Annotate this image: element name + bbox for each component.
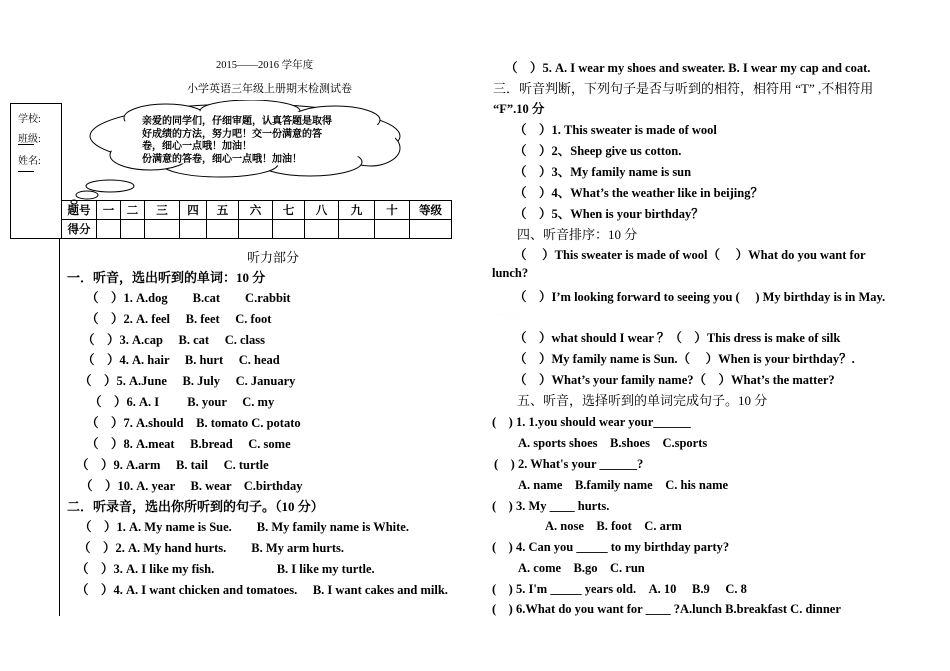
s4-line: （ ）I’m looking forward to seeing you ( ) My birthday is in May. (514, 290, 886, 304)
s5-options: A. come B.go C. run (518, 561, 645, 575)
s2-item: （ ）1. A. My name is Sue. B. My family name is White. (79, 520, 409, 534)
score-cell[interactable] (305, 220, 339, 239)
score-cell[interactable] (180, 220, 207, 239)
score-header-cell: 一 (97, 201, 121, 220)
s4-line-cont: lunch? (492, 266, 529, 280)
score-header-cell: 七 (273, 201, 305, 220)
s3-item: （ ）1. This sweater is made of wool (514, 123, 717, 137)
faint-marks: · · · · · · (495, 311, 518, 319)
s1-item: （ ）4. A. hair B. hurt C. head (82, 353, 280, 367)
score-header-cell: 等级 (410, 201, 452, 220)
s5-question: ( ) 6.What do you want for ____ ?A.lunch B.breakfast C. dinner (492, 602, 841, 616)
s4-line: （ ）This sweater is made of wool（ ）What do you want for (514, 248, 866, 262)
score-cell[interactable] (339, 220, 375, 239)
s1-item: （ ）10. A. year B. wear C.birthday (80, 479, 303, 493)
encouragement-text (142, 116, 342, 154)
section-4-title: 四、听音排序：10 分 (517, 227, 638, 242)
s4-line: （ ）what should I wear ？（ ）This dress is make of silk (514, 331, 841, 345)
encouragement-line: 亲爱的同学们，仔细审题，认真答题是取得 (142, 116, 332, 127)
s1-item: （ ）6. A. I B. your C. my (89, 395, 275, 409)
score-header-cell: 六 (239, 201, 273, 220)
score-cell[interactable] (97, 220, 121, 239)
section-3-title: 三．听音判断，下列句子是否与听到的相符，相符用 “T” ,不相符用 (493, 81, 874, 96)
score-cell[interactable] (273, 220, 305, 239)
score-cell[interactable] (207, 220, 239, 239)
s1-item: （ ）5. A.June B. July C. January (79, 374, 296, 388)
score-header-cell: 三 (145, 201, 180, 220)
s5-question: ( ) 1. 1.you should wear your______ (492, 415, 691, 429)
encouragement-line: 卷，细心一点哦！加油！ (142, 141, 252, 152)
s2-item-5: （ ）5. A. I wear my shoes and sweater. B. I wear my cap and coat. (505, 61, 871, 75)
section-1-title: 一．听音，选出听到的单词：10 分 (67, 270, 266, 285)
s2-item: （ ）3. A. I like my fish. B. I like my turtle. (76, 562, 375, 576)
student-info-box (10, 103, 62, 239)
s3-item: （ ）4、What’s the weather like in beijing？ (514, 186, 763, 200)
s5-options: A. nose B. foot C. arm (545, 519, 682, 533)
s5-question: ( ) 4. Can you _____ to my birthday party? (492, 540, 730, 554)
s5-question: ( ) 2. What's your ______? (494, 457, 644, 471)
school-year: 2015——2016 学年度 (216, 60, 314, 71)
score-header-cell: 四 (180, 201, 207, 220)
score-table (61, 200, 452, 239)
encouragement-final: 份满意的答卷，细心一点哦！加油！ (142, 154, 302, 165)
score-cell[interactable] (145, 220, 180, 239)
section-5-title: 五、听音，选择听到的单词完成句子。10 分 (517, 393, 768, 408)
margin-line (59, 238, 60, 616)
s1-item: （ ）7. A.should B. tomato C. potato (86, 416, 301, 430)
exam-title: 小学英语三年级上册期末检测试卷 (187, 83, 352, 95)
s3-item: （ ）3、My family name is sun (514, 165, 692, 179)
score-header-row (62, 201, 452, 220)
section-3-title-cont: “F”.10 分 (493, 102, 545, 116)
score-header-cell: 五 (207, 201, 239, 220)
s4-line: （ ）What’s your family name?（ ）What’s the matter? (514, 373, 835, 387)
score-header-cell: 九 (339, 201, 375, 220)
score-cell[interactable] (375, 220, 410, 239)
score-header-cell: 八 (305, 201, 339, 220)
score-row (62, 220, 452, 239)
score-cell[interactable] (410, 220, 452, 239)
s3-item: （ ）5、When is your birthday？ (514, 207, 704, 221)
name-label: 姓名: (18, 156, 41, 167)
s1-item: （ ）1. A.dog B.cat C.rabbit (86, 291, 291, 305)
listening-part-title: 听力部分 (247, 250, 300, 265)
score-header-cell: 十 (375, 201, 410, 220)
s5-question: ( ) 3. My ____ hurts. (492, 499, 610, 513)
score-cell[interactable] (121, 220, 145, 239)
score-cell[interactable] (239, 220, 273, 239)
s1-item: （ ）2. A. feel B. feet C. foot (86, 312, 272, 326)
score-header-cell: 二 (121, 201, 145, 220)
s3-item: （ ）2、Sheep give us cotton. (514, 144, 682, 158)
section-2-title: 二．听录音，选出你所听到的句子。（10 分） (67, 499, 324, 514)
name-line (18, 171, 34, 172)
s2-item: （ ）2. A. My hand hurts. B. My arm hurts. (78, 541, 345, 555)
score-header-cell: 题号 (62, 201, 97, 220)
s1-item: （ ）9. A.arm B. tail C. turtle (76, 458, 269, 472)
s1-item: （ ）8. A.meat B.bread C. some (86, 437, 291, 451)
s1-item: （ ）3. A.cap B. cat C. class (82, 333, 265, 347)
s2-item: （ ）4. A. I want chicken and tomatoes. B. I want cakes and milk. (76, 583, 448, 597)
s5-question: ( ) 5. I'm _____ years old. A. 10 B.9 C. 8 (492, 582, 747, 596)
s5-options: A. sports shoes B.shoes C.sports (518, 436, 708, 450)
class-line (18, 144, 34, 145)
s4-line: （ ）My family name is Sun.（ ）When is your birthday？. (514, 352, 855, 366)
s5-options: A. name B.family name C. his name (518, 478, 729, 492)
encouragement-line: 好成绩的方法，努力吧！交一份满意的答 (142, 128, 322, 140)
score-row-label: 得分 (62, 220, 97, 239)
class-label: 班级: (18, 134, 41, 145)
school-label: 学校: (18, 114, 41, 125)
